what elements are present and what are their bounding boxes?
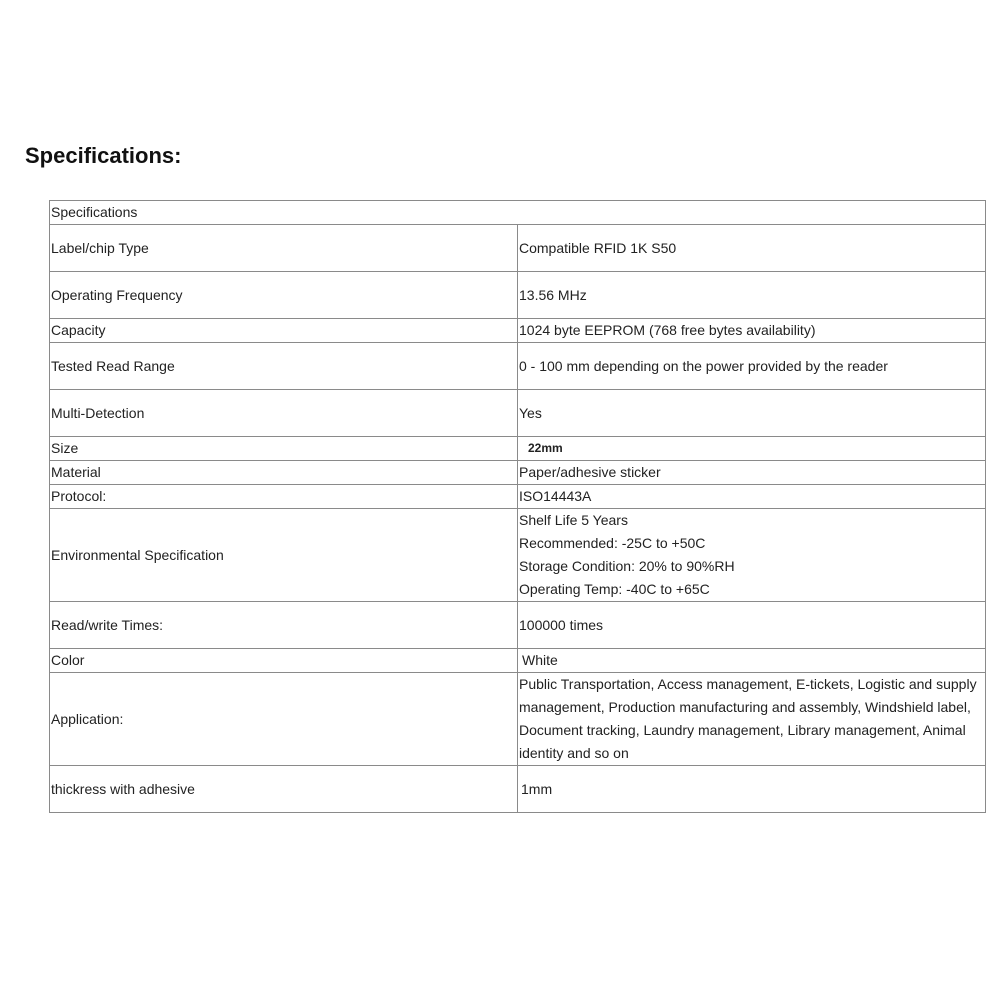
table-header-row — [50, 201, 986, 225]
table-row — [50, 485, 986, 509]
row-value — [518, 673, 986, 766]
row-value — [518, 319, 986, 343]
row-label: thickress with adhesive — [50, 766, 518, 813]
row-label: Tested Read Range — [50, 343, 518, 390]
table-row — [50, 673, 986, 766]
row-label: Operating Frequency — [50, 272, 518, 319]
specifications-table — [49, 200, 986, 813]
row-label: Protocol: — [50, 485, 518, 509]
table-row — [50, 602, 986, 649]
table-row — [50, 461, 986, 485]
row-value-line: 0 - 100 mm depending on the power provided by the reader — [519, 357, 888, 374]
row-value — [518, 509, 986, 602]
row-value-line: ISO14443A — [519, 488, 592, 504]
row-value-line: Shelf Life 5 Years — [519, 512, 628, 528]
table-row — [50, 272, 986, 319]
row-value-line: 13.56 MHz — [519, 286, 587, 303]
row-value — [518, 343, 986, 390]
row-value — [518, 649, 986, 673]
page-title: Specifications: — [25, 143, 182, 168]
table-row — [50, 766, 986, 813]
row-value-line: 1mm — [521, 780, 553, 797]
row-label: Read/write Times: — [50, 602, 518, 649]
row-value-line: 100000 times — [519, 616, 604, 633]
row-value — [518, 766, 986, 813]
table-row — [50, 649, 986, 673]
row-value-line: 1024 byte EEPROM (768 free bytes availability) — [519, 322, 816, 338]
row-label: Material — [50, 461, 518, 485]
table-header-cell: Specifications — [50, 201, 986, 225]
row-label: Label/chip Type — [50, 225, 518, 272]
row-value-line: Public Transportation, Access management, E-tickets, Logistic and supply management, Production manufacturing and assembly, Windshield label, Document tracking, Laundry management, Library management, Animal identity and so on — [519, 676, 977, 761]
table-row — [50, 390, 986, 437]
row-value — [518, 602, 986, 649]
table-row — [50, 343, 986, 390]
table-row — [50, 319, 986, 343]
table-row — [50, 509, 986, 602]
row-value-line: Storage Condition: 20% to 90%RH — [519, 558, 735, 574]
row-label: Color — [50, 649, 518, 673]
row-label: Application: — [50, 673, 518, 766]
row-value — [518, 272, 986, 319]
row-value — [518, 437, 986, 461]
table-row — [50, 437, 986, 461]
table-body — [50, 201, 986, 813]
row-value — [518, 461, 986, 485]
row-value-line: Recommended: -25C to +50C — [519, 535, 706, 551]
row-value-line: 22mm — [528, 441, 563, 455]
row-label: Capacity — [50, 319, 518, 343]
row-value-line: Operating Temp: -40C to +65C — [519, 581, 710, 597]
table-row — [50, 225, 986, 272]
row-label: Multi-Detection — [50, 390, 518, 437]
row-label: Size — [50, 437, 518, 461]
row-value-line: Yes — [519, 404, 542, 421]
row-value — [518, 485, 986, 509]
row-label: Environmental Specification — [50, 509, 518, 602]
row-value-line: White — [522, 652, 558, 668]
row-value-line: Compatible RFID 1K S50 — [519, 239, 677, 256]
row-value — [518, 390, 986, 437]
row-value — [518, 225, 986, 272]
row-value-line: Paper/adhesive sticker — [519, 464, 661, 480]
